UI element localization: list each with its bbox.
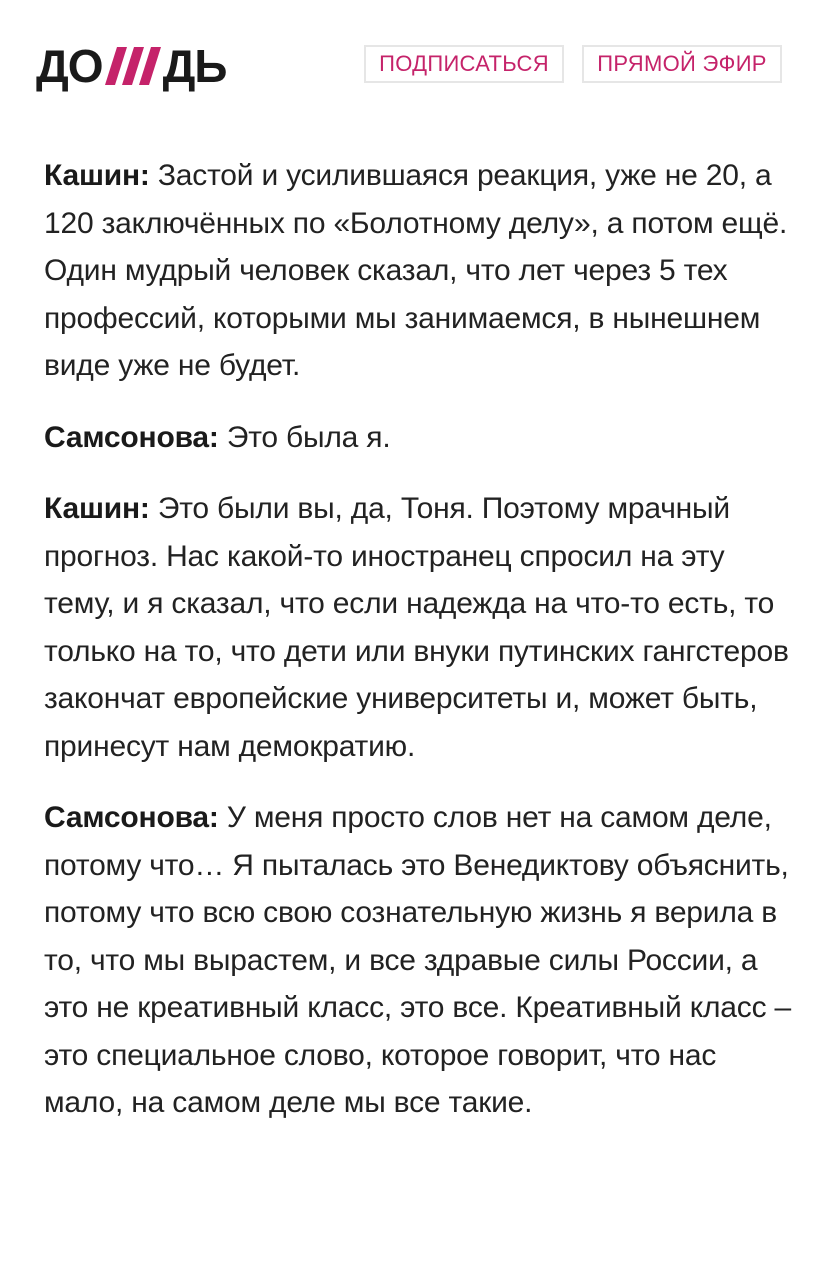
article-paragraph [44,414,794,462]
speaker-name: Самсонова: [44,420,219,454]
logo-text-left: ДО [36,40,103,92]
speaker-name: Кашин: [44,159,150,192]
live-broadcast-button[interactable]: ПРЯМОЙ ЭФИР [582,45,782,83]
speaker-name: Кашин: [44,492,150,525]
site-logo[interactable] [36,40,226,92]
logo-slashes-icon [105,43,161,89]
speaker-name: Самсонова: [44,801,219,834]
logo-text-right: ДЬ [162,40,227,92]
article-paragraph [44,485,794,770]
paragraph-text: Это была я. [218,420,391,454]
paragraph-text: У меня просто слов нет на самом деле, потому что… Я пыталась это Венедиктову объяснить, потому что всю свою сознательную жизнь я верила в то, что мы вырастем, и все здравые силы России, а это не креативный класс, это все. Креативный класс – это специальное слово, которое говорит, что нас мало, на самом деле мы все такие. [44,801,791,1119]
article-body [44,152,794,1151]
site-header [0,0,815,110]
article-paragraph [44,152,794,390]
article-paragraph [44,794,794,1127]
subscribe-button[interactable]: ПОДПИСАТЬСЯ [364,45,564,83]
paragraph-text: Это были вы, да, Тоня. Поэтому мрачный прогноз. Нас какой-то иностранец спросил на эту тему, и я сказал, что если надежда на что-то есть, то только на то, что дети или внуки путинских гангстеров закончат европейские университеты и, может быть, принесут нам демократию. [44,492,789,763]
paragraph-text: Застой и усилившаяся реакция, уже не 20, а 120 заключённых по «Болотному делу», а потом ещё. Один мудрый человек сказал, что лет через 5 тех профессий, которыми мы занимаемся, в нынешнем виде уже не будет. [44,159,788,382]
